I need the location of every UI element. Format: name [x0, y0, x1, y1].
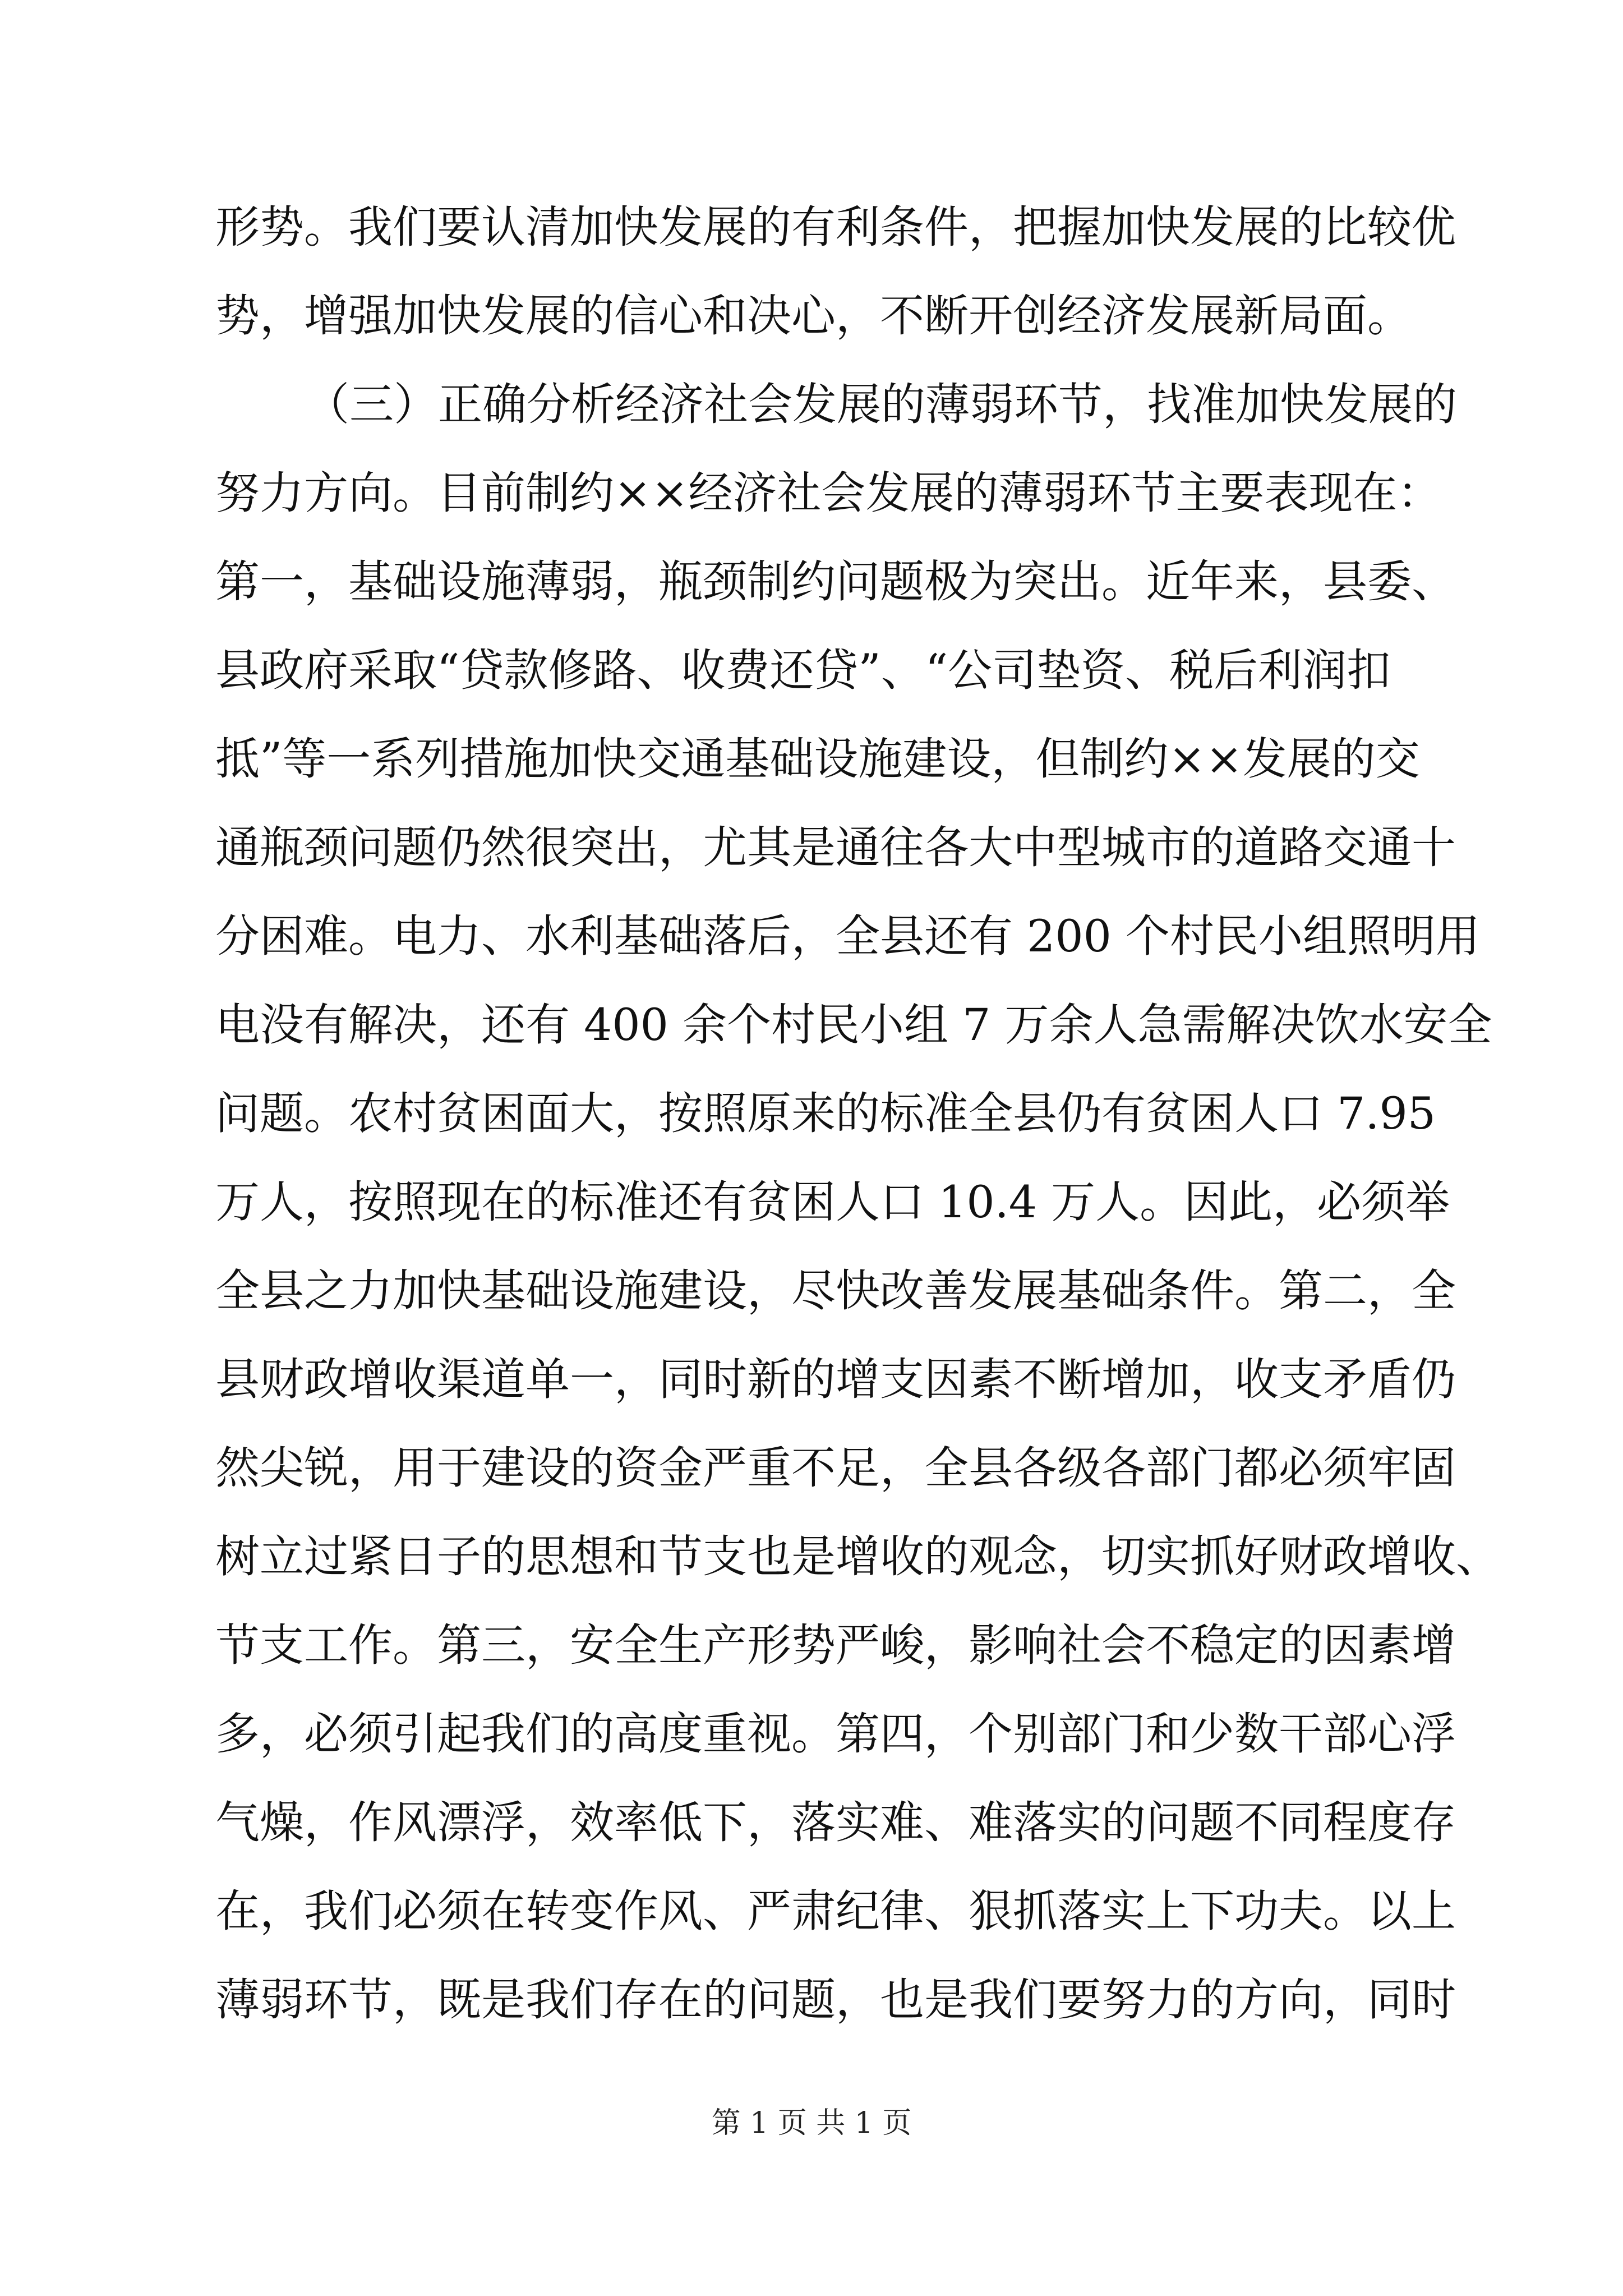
text-line: 县财政增收渠道单一，同时新的增支因素不断增加，收支矛盾仍	[215, 1354, 1456, 1405]
text-line: 分困难。电力、水利基础落后，全县还有 200 个村民小组照明用	[215, 910, 1481, 962]
text-line: 气燥，作风漂浮，效率低下，落实难、难落实的问题不同程度存	[215, 1797, 1456, 1848]
text-line: 在，我们必须在转变作风、严肃纪律、狠抓落实上下功夫。以上	[215, 1885, 1456, 1937]
text-line: 然尖锐，用于建设的资金严重不足，全县各级各部门都必须牢固	[215, 1442, 1456, 1494]
page-number-footer: 第 1 页 共 1 页	[711, 2106, 912, 2140]
text-line: 多，必须引起我们的高度重视。第四，个别部门和少数干部心浮	[215, 1708, 1456, 1760]
text-line: 薄弱环节，既是我们存在的问题，也是我们要努力的方向，同时	[215, 1974, 1456, 2026]
text-line: 县政府采取“贷款修路、收费还贷”、“公司垫资、税后利润扣	[215, 645, 1391, 696]
text-line: 节支工作。第三，安全生产形势严峻，影响社会不稳定的因素增	[215, 1619, 1456, 1671]
text-line: 抵”等一系列措施加快交通基础设施建设，但制约××发展的交	[215, 733, 1420, 785]
text-line: 形势。我们要认清加快发展的有利条件，把握加快发展的比较优	[215, 201, 1456, 253]
text-line: 树立过紧日子的思想和节支也是增收的观念，切实抓好财政增收、	[215, 1531, 1500, 1582]
text-line: （三）正确分析经济社会发展的薄弱环节，找准加快发展的	[305, 379, 1457, 430]
text-line: 通瓶颈问题仍然很突出，尤其是通往各大中型城市的道路交通十	[215, 822, 1456, 873]
text-line: 万人，按照现在的标准还有贫困人口 10.4 万人。因此，必须举	[215, 1176, 1450, 1228]
text-line: 努力方向。目前制约××经济社会发展的薄弱环节主要表现在：	[215, 467, 1442, 519]
text-line: 全县之力加快基础设施建设，尽快改善发展基础条件。第二，全	[215, 1265, 1456, 1317]
text-line: 电没有解决，还有 400 余个村民小组 7 万余人急需解决饮水安全	[215, 999, 1492, 1051]
text-line: 势，增强加快发展的信心和决心，不断开创经济发展新局面。	[215, 290, 1412, 342]
text-line: 问题。农村贫困面大，按照原来的标准全县仍有贫困人口 7.95	[215, 1088, 1436, 1139]
text-line: 第一，基础设施薄弱，瓶颈制约问题极为突出。近年来，县委、	[215, 556, 1456, 608]
